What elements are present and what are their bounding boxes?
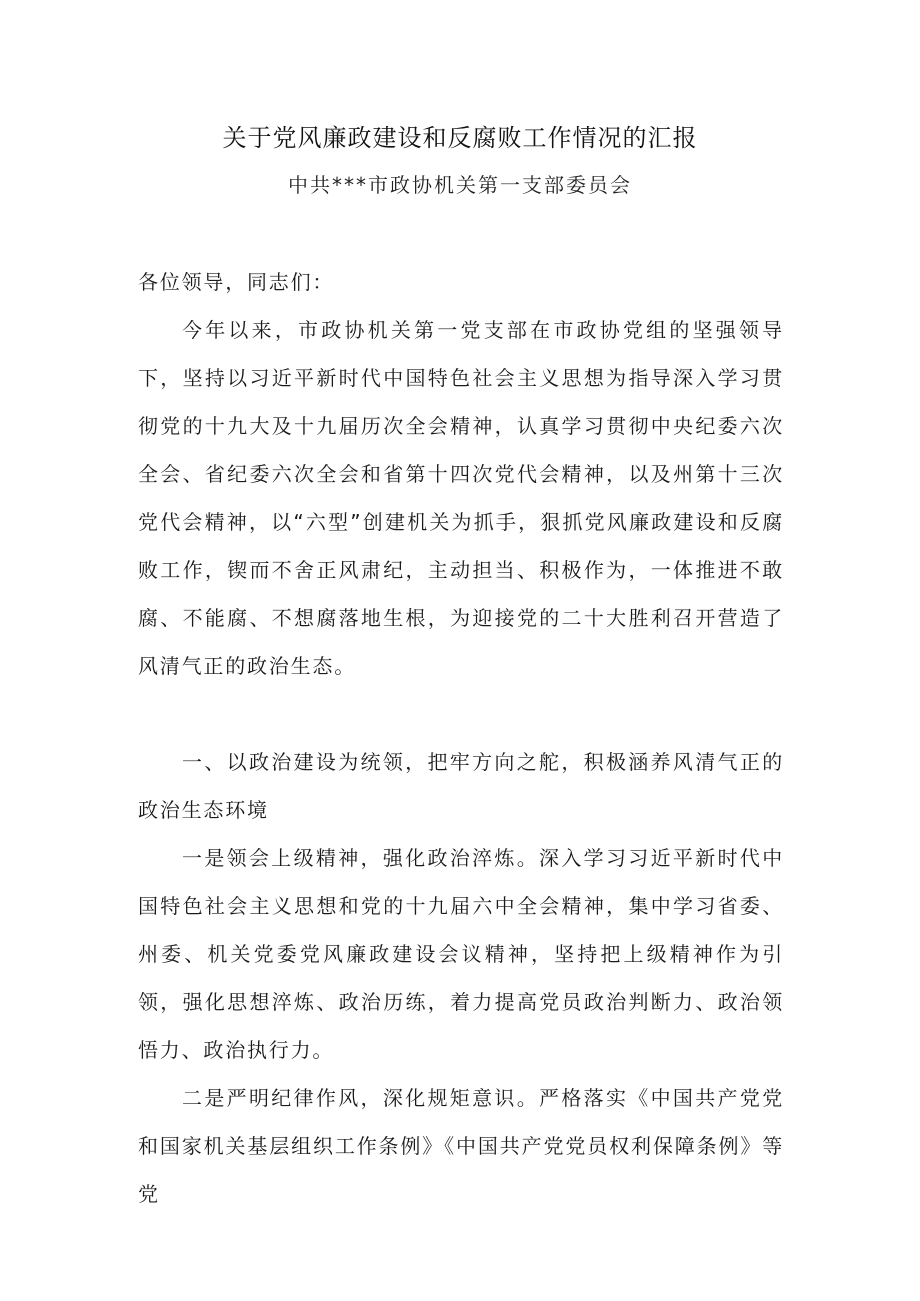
intro-paragraph: 今年以来，市政协机关第一党支部在市政协党组的坚强领导下，坚持以习近平新时代中国特色社会主义思想为指导深入学习贯彻党的十九大及十九届历次全会精神，认真学习贯彻中央纪委六次全会、省纪委六次全会和省第十四次党代会精神，以及州第十三次党代会精神，以“六型”创建机关为抓手，狠抓党风廉政建设和反腐败工作，锲而不舍正风肃纪，主动担当、积极作为，一体推进不敢腐、不能腐、不想腐落地生根，为迎接党的二十大胜利召开营造了风清气正的政治生态。 [138, 318, 784, 678]
salutation: 各位领导，同志们： [138, 270, 335, 294]
section-1-point-2: 二是严明纪律作风，深化规矩意识。严格落实《中国共产党党和国家机关基层组织工作条例》《中国共产党党员权利保障条例》等党 [138, 1086, 784, 1206]
document-body [138, 258, 784, 1218]
document-subtitle: 中共***市政协机关第一支部委员会 [288, 173, 632, 197]
section-1-heading: 一、以政治建设为统领，把牢方向之舵，积极涵养风清气正的政治生态环境 [138, 750, 784, 822]
document-title: 关于党风廉政建设和反腐败工作情况的汇报 [222, 124, 698, 152]
section-1-point-1: 一是领会上级精神，强化政治淬炼。深入学习习近平新时代中国特色社会主义思想和党的十九届六中全会精神，集中学习省委、州委、机关党委党风廉政建设会议精神，坚持把上级精神作为引领，强化思想淬炼、政治历练，着力提高党员政治判断力、政治领悟力、政治执行力。 [138, 846, 784, 1062]
